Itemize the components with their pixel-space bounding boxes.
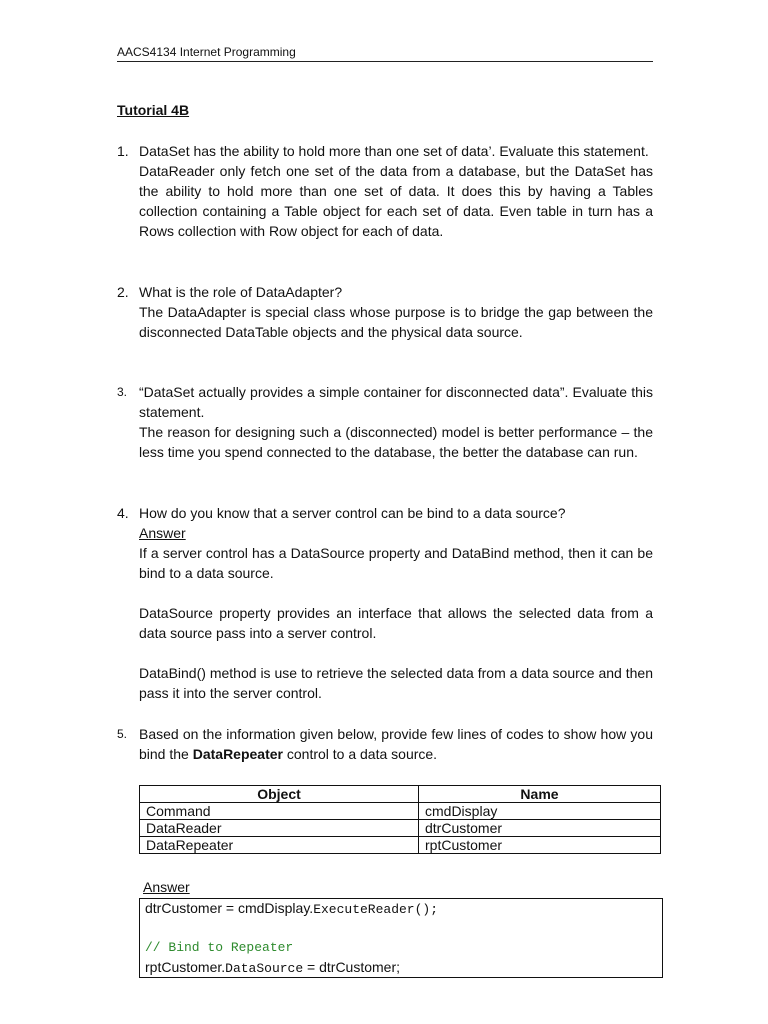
code-answer-box bbox=[139, 898, 663, 978]
answer-text: The DataAdapter is special class whose purpose is to bridge the gap between the disconnected DataTable objects and the physical data source. bbox=[139, 304, 653, 340]
page-header: AACS4134 Internet Programming bbox=[117, 44, 653, 62]
tutorial-title: Tutorial 4B bbox=[117, 102, 190, 118]
question-text: What is the role of DataAdapter? bbox=[139, 284, 343, 300]
question-text: How do you know that a server control can be bind to a data source? bbox=[139, 505, 566, 521]
table-row bbox=[140, 803, 661, 820]
question-number: 4. bbox=[117, 505, 129, 521]
table-row bbox=[140, 820, 661, 837]
code-line-blank bbox=[145, 919, 657, 939]
table-cell: DataRepeater bbox=[140, 837, 419, 854]
answer-text: DataReader only fetch one set of the data from a database, but the DataSet has the ability to hold more than one set of data. It does this by having a Tables collection containing a Table object for each set of data. Even table in turn has a Rows collection with Row object for each of data. bbox=[139, 163, 653, 239]
table-header-name: Name bbox=[419, 786, 661, 803]
code-property: DataSource bbox=[225, 960, 304, 976]
answer-paragraph-2: DataSource property provides an interface that allows the selected data from a data source pass into a server control. bbox=[139, 605, 653, 641]
table-cell: cmdDisplay bbox=[419, 803, 661, 820]
code-text: rptCustomer. bbox=[145, 958, 226, 975]
answer-paragraph-1: If a server control has a DataSource property and DataBind method, then it can be bind to a data source. bbox=[139, 545, 653, 581]
code-line-1 bbox=[145, 899, 657, 919]
table-header-object: Object bbox=[140, 786, 419, 803]
answer-text: The reason for designing such a (disconnected) model is better performance – the less time you spend connected to the database, the better the database can run. bbox=[139, 424, 653, 460]
table-cell: Command bbox=[140, 803, 419, 820]
code-text: dtrCustomer = cmdDisplay. bbox=[145, 900, 314, 916]
question-text-bold: DataRepeater bbox=[192, 746, 283, 762]
question-number: 2. bbox=[117, 284, 129, 300]
answer-label-q5: Answer bbox=[143, 879, 190, 895]
answer-paragraph-3: DataBind() method is use to retrieve the selected data from a data source and then pass it into the server control. bbox=[139, 665, 653, 701]
question-text-part: control to a data source. bbox=[282, 746, 438, 762]
object-name-table bbox=[139, 785, 661, 854]
code-line-3 bbox=[145, 958, 657, 978]
question-number: 1. bbox=[117, 143, 129, 159]
question-number: 3. bbox=[117, 385, 128, 399]
table-cell: rptCustomer bbox=[419, 837, 661, 854]
question-text: “DataSet actually provides a simple container for disconnected data”. Evaluate this statement. bbox=[139, 384, 653, 420]
code-comment: // Bind to Repeater bbox=[145, 940, 294, 955]
question-text: DataSet has the ability to hold more than one set of data’. Evaluate this statement. bbox=[139, 143, 649, 159]
question-number: 5. bbox=[117, 727, 128, 741]
code-text: = dtrCustomer; bbox=[303, 958, 401, 975]
answer-label: Answer bbox=[139, 525, 186, 541]
question-text-part: Based on the information given below, provide few lines of codes to show how you bind the bbox=[139, 726, 653, 762]
table-row bbox=[140, 837, 661, 854]
code-method: ExecuteReader(); bbox=[313, 902, 439, 917]
table-cell: dtrCustomer bbox=[419, 820, 661, 837]
question-text bbox=[139, 724, 653, 764]
table-header-row bbox=[140, 786, 661, 803]
table-cell: DataReader bbox=[140, 820, 419, 837]
